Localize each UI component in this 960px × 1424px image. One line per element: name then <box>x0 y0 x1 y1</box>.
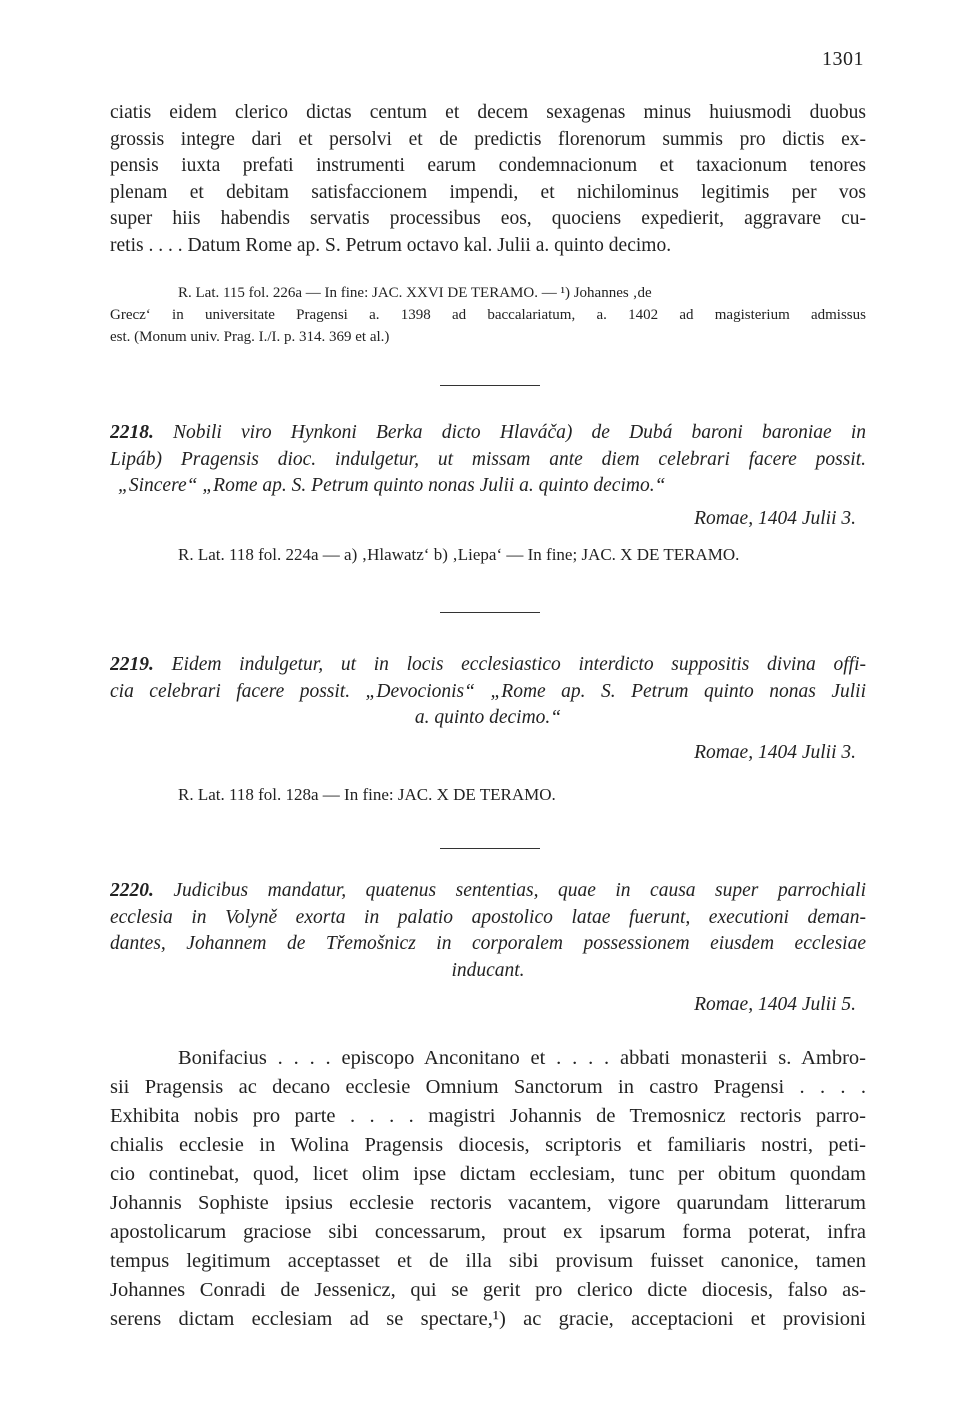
regest-line: inducant. <box>451 959 525 981</box>
entry-2218 <box>110 420 866 569</box>
body-line: apostolicarum graciose sibi concessarum, prout ex ipsarum forma poterat, infra <box>110 1221 866 1243</box>
regest-line: ecclesia in Volyně exorta in palatio apostolico latae fuerunt, executioni deman- <box>110 906 866 928</box>
separator-rule <box>440 612 540 613</box>
regest-line: Lipáb) Pragensis dioc. indulgetur, ut missam ante diem celebrari facere possit. <box>110 448 866 470</box>
entry-date: Romae, 1404 Julii 5. <box>694 994 856 1015</box>
body-line: tempus legitimum acceptasset et de illa sibi provisum fuisset canonice, tamen <box>110 1250 866 1272</box>
separator-rule <box>440 848 540 849</box>
entry-number: 2218. <box>110 422 154 443</box>
regest-line <box>110 420 866 447</box>
note-line: R. Lat. 115 fol. 226a — In fine: JAC. XXVI DE TERAMO. — ¹) Johannes ‚de <box>178 285 652 301</box>
separator-rule <box>440 385 540 386</box>
note-line: est. (Monum univ. Prag. I./I. p. 314. 369 et al.) <box>110 329 390 345</box>
document-body <box>110 1044 866 1334</box>
body-line: Johannis Sophiste ipsius ecclesie rectoris vacantem, vigore quarundam litterarum <box>110 1192 866 1214</box>
continuation-text <box>110 100 866 259</box>
entry-2220 <box>110 878 866 1019</box>
text-line: plenam et debitam satisfaccionem impendi, et nichilominus legitimis per vos <box>110 181 866 203</box>
entry-number: 2220. <box>110 880 154 901</box>
body-line: Johannes Conradi de Jessenicz, qui se gerit pro clerico dicte diocesis, falso as- <box>110 1279 866 1301</box>
regest-line <box>110 652 866 679</box>
regest-text: Nobili viro Hynkoni Berka dicto Hlaváča) de Dubá baroni baroniae in <box>173 422 866 443</box>
source-note: R. Lat. 118 fol. 224a — a) ‚Hlawatz‘ b) ‚Liepa‘ — In fine; JAC. X DE TERAMO. <box>178 545 740 564</box>
body-line: sii Pragensis ac decano ecclesie Omnium Sanctorum in castro Pragensi . . . . <box>110 1076 866 1098</box>
regest-line: dantes, Johannem de Třemošnicz in corporalem possessionem eiusdem ecclesiae <box>110 933 866 954</box>
body-line: Bonifacius . . . . episcopo Anconitano et . . . . abbati monasterii s. Ambro- <box>178 1047 866 1069</box>
entry-date: Romae, 1404 Julii 3. <box>694 507 856 529</box>
body-line: chialis ecclesie in Wolina Pragensis diocesis, scriptoris et familiaris nostri, peti- <box>110 1134 866 1156</box>
entry-number: 2219. <box>110 654 154 675</box>
regest-line: a. quinto decimo.“ <box>414 707 562 728</box>
regest-line: „Sincere“ „Rome ap. S. Petrum quinto nonas Julii a. quinto decimo.“ <box>118 475 666 496</box>
page-number: 1301 <box>822 48 864 70</box>
body-line: cio continebat, quod, licet olim ipse dictam ecclesiam, tunc per obitum quondam <box>110 1163 866 1185</box>
note-line: Grecz‘ in universitate Pragensi a. 1398 ad baccalariatum, a. 1402 ad magisterium admissus <box>110 307 866 323</box>
regest-text: Eidem indulgetur, ut in locis ecclesiastico interdicto suppositis divina offi- <box>171 654 866 675</box>
source-note <box>110 282 866 348</box>
regest-text: Judicibus mandatur, quatenus sententias, quae in causa super parrochiali <box>173 880 866 901</box>
text-line: retis . . . . Datum Rome ap. S. Petrum octavo kal. Julii a. quinto decimo. <box>110 234 672 256</box>
source-note: R. Lat. 118 fol. 128a — In fine: JAC. X DE TERAMO. <box>178 785 556 804</box>
entry-2219 <box>110 652 866 809</box>
text-line: grossis integre dari et persolvi et de predictis florenorum summis pro dictis ex- <box>110 128 866 150</box>
body-line: Exhibita nobis pro parte . . . . magistri Johannis de Tremosnicz rectoris parro- <box>110 1105 866 1127</box>
text-line: pensis iuxta prefati instrumenti earum condemnacionum et taxacionum tenores <box>110 155 866 176</box>
body-line: serens dictam ecclesiam ad se spectare,¹) ac gracie, acceptacioni et provisioni <box>110 1308 866 1330</box>
regest-line: cia celebrari facere possit. „Devocionis“ „Rome ap. S. Petrum quinto nonas Julii <box>110 680 866 702</box>
text-line: ciatis eidem clerico dictas centum et decem sexagenas minus huiusmodi duobus <box>110 102 866 123</box>
regest-line <box>110 878 866 905</box>
text-line: super hiis habendis servatis processibus eos, quociens expedierit, aggravare cu- <box>110 208 866 229</box>
entry-date: Romae, 1404 Julii 3. <box>694 741 856 763</box>
